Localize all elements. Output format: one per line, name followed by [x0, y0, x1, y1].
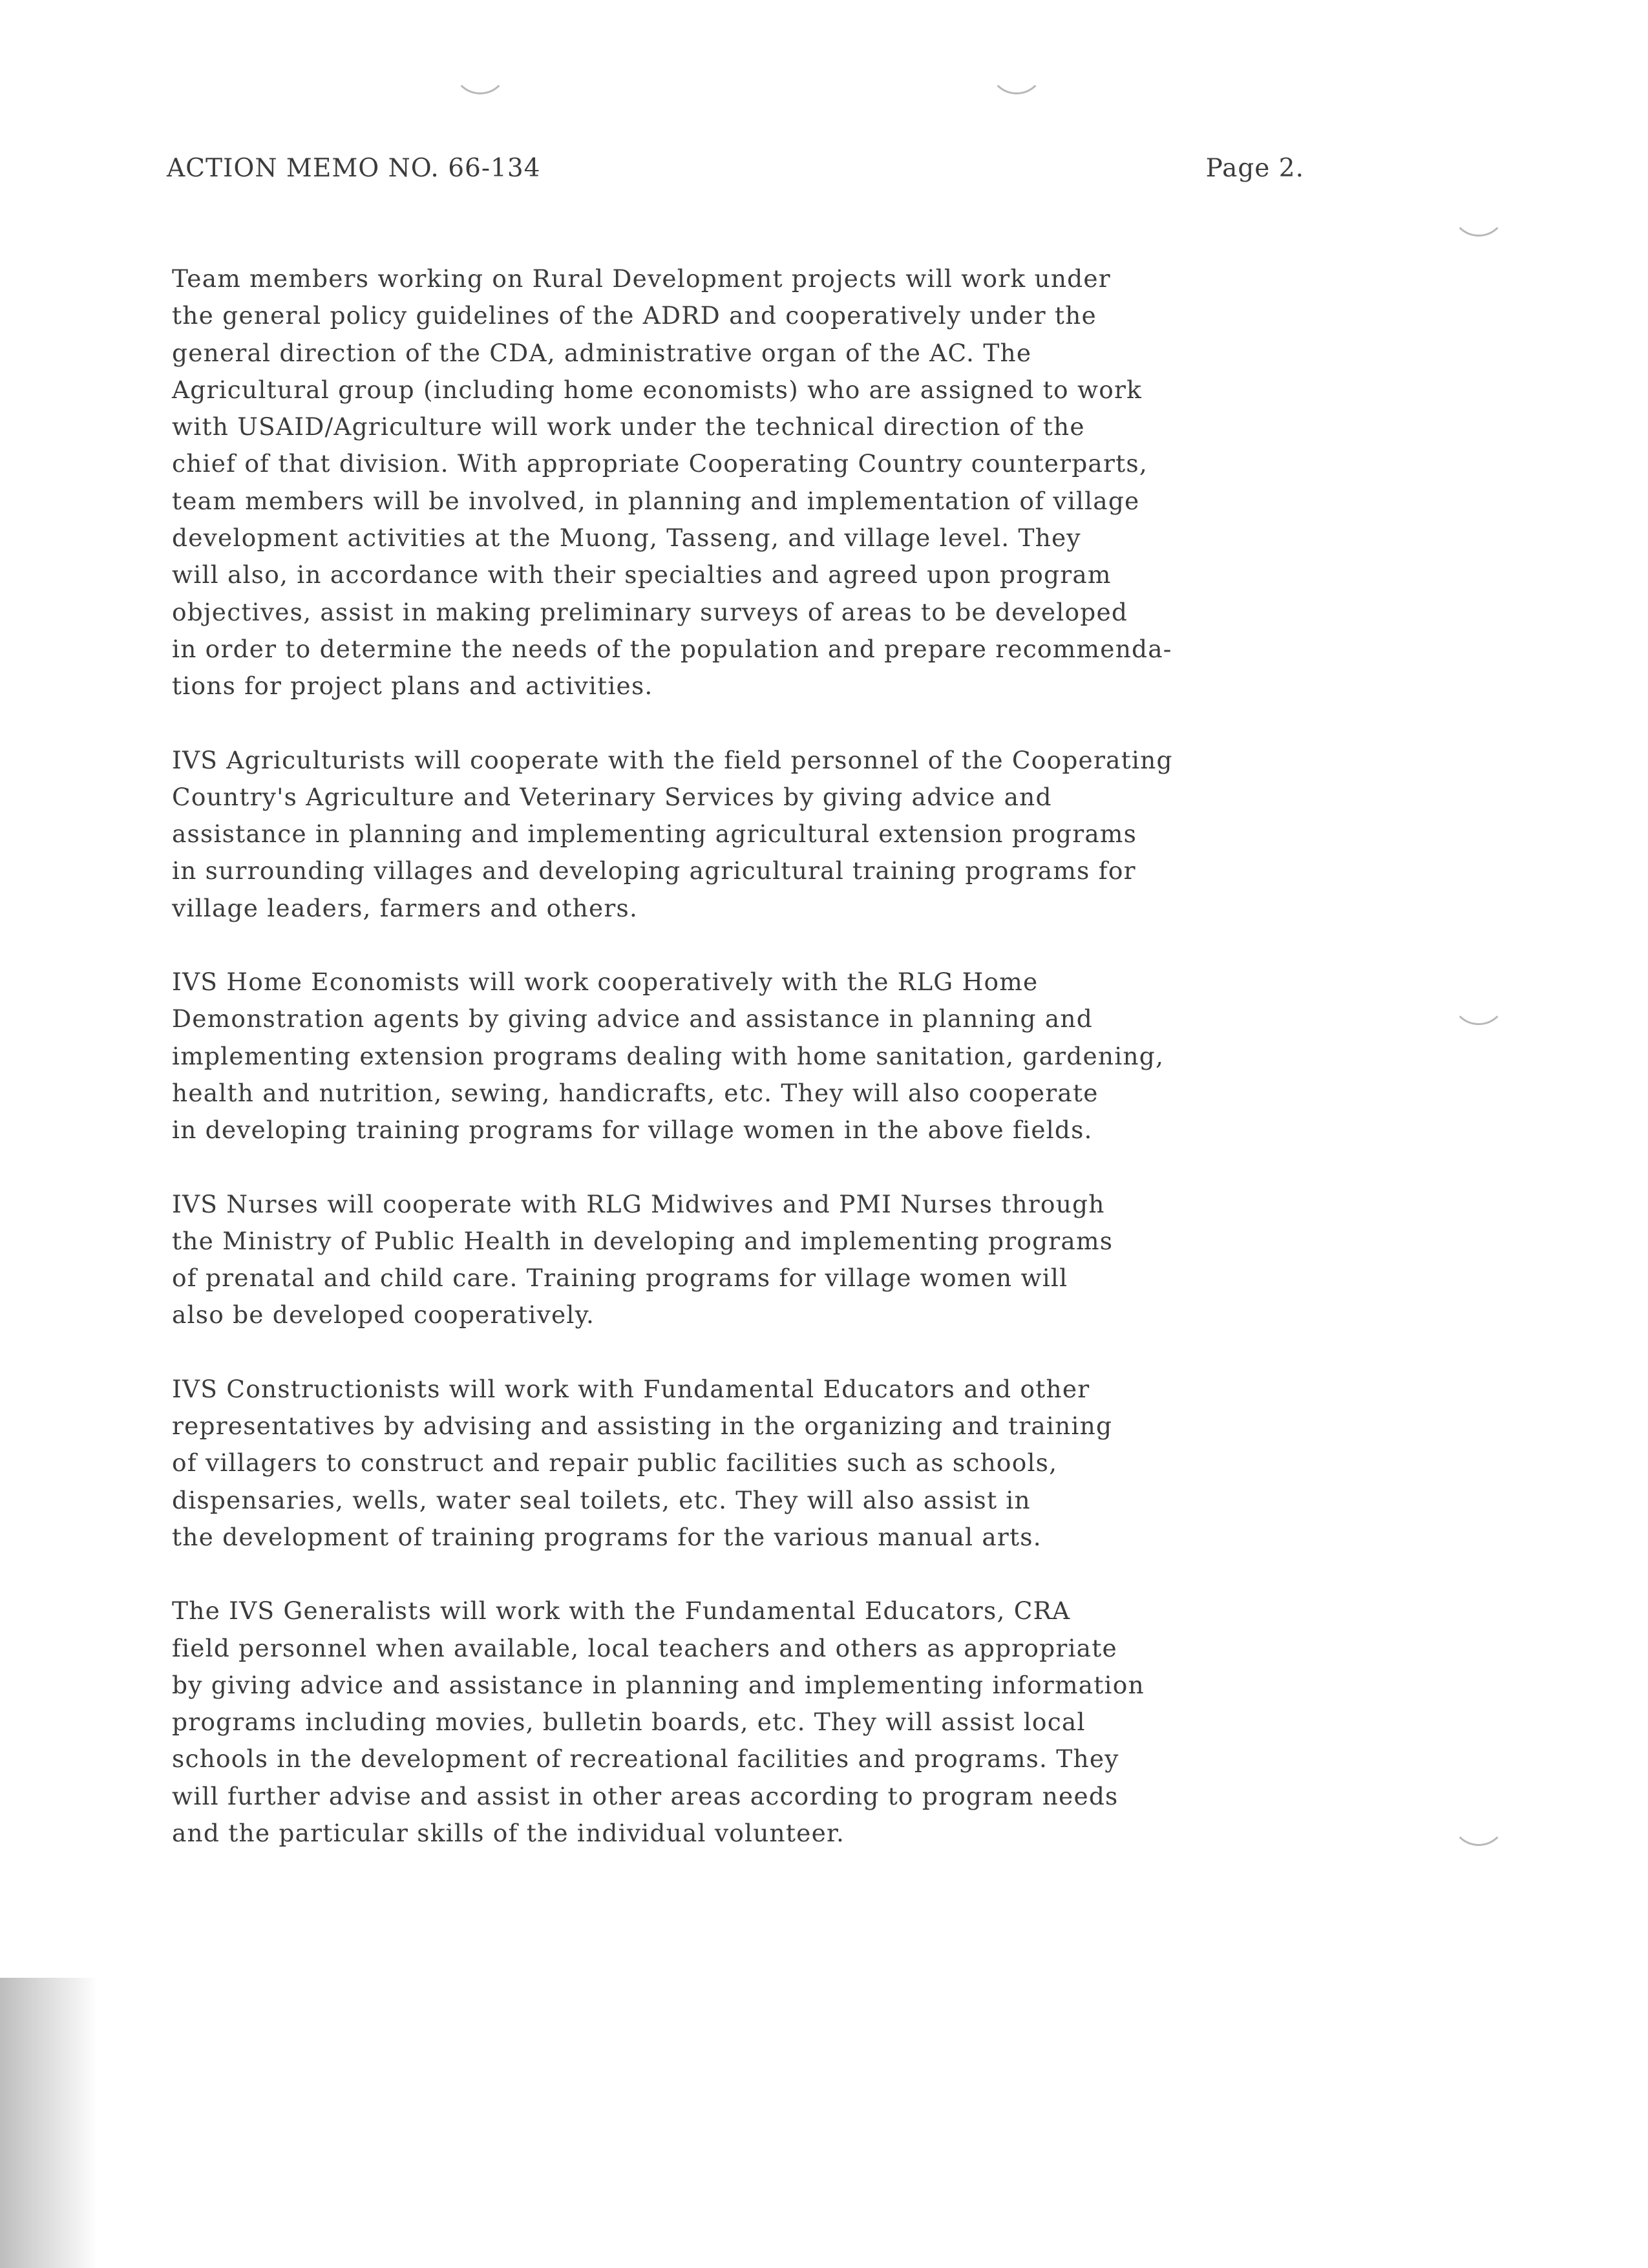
memo-number: ACTION MEMO NO. 66-134 [167, 154, 541, 183]
paragraph-agriculturists: IVS Agriculturists will cooperate with the field personnel of the Cooperating Country's Agriculture and Veterinary Services by giving advice and assistance in planning and implementing agricultural extension programs in surrounding villages and developing agricultural training programs for village leaders, farmers and others. [172, 745, 1173, 922]
paragraph-rural-development: Team members working on Rural Development projects will work under the general policy guidelines of the ADRD and cooperatively under the general direction of the CDA, administrative organ of the AC. The Agricultural group (including home economists) who are assigned to work with USAID/Agriculture will work under the technical direction of the chief of that division. With appropriate Cooperating Country counterparts, team members will be involved, in planning and implementation of village development activities at the Muong, Tasseng, and village level. They will also, in accordance with their specialties and agreed upon program objectives, assist in making preliminary surveys of areas to be developed in order to determine the needs of the population and prepare recommenda- tions for project plans and activities. [172, 264, 1172, 701]
memo-body [172, 260, 1413, 1889]
page-number: Page 2. [1205, 154, 1304, 183]
paragraph-nurses: IVS Nurses will cooperate with RLG Midwives and PMI Nurses through the Ministry of Public Health in developing and implementing programs of prenatal and child care. Training programs for village women will also be developed cooperatively. [172, 1189, 1114, 1330]
paragraph-home-economists: IVS Home Economists will work cooperatively with the RLG Home Demonstration agents by giving advice and assistance in planning and implementing extension programs dealing with home sanitation, gardening, health and nutrition, sewing, handicrafts, etc. They will also cooperate in developing training programs for village women in the above fields. [172, 968, 1165, 1145]
paragraph-constructionists: IVS Constructionists will work with Fundamental Educators and other representatives by advising and assisting in the organizing and training of villagers to construct and repair public facilities such as schools, dispensaries, wells, water seal toilets, etc. They will also assist in the development of training programs for the various manual arts. [172, 1374, 1113, 1551]
punch-mark [1451, 982, 1506, 1025]
punch-mark [452, 45, 508, 94]
punch-mark [1451, 194, 1506, 237]
scan-edge-shadow [0, 1978, 97, 2268]
punch-mark [1451, 1803, 1506, 1846]
memo-header [167, 154, 1304, 193]
punch-mark [989, 45, 1044, 94]
paragraph-generalists: The IVS Generalists will work with the Fundamental Educators, CRA field personnel when available, local teachers and others as appropriate by giving advice and assistance in planning and implementing information programs including movies, bulletin boards, etc. They will assist local schools in the development of recreational facilities and programs. They will further advise and assist in other areas according to program needs and the particular skills of the individual volunteer. [172, 1596, 1145, 1847]
